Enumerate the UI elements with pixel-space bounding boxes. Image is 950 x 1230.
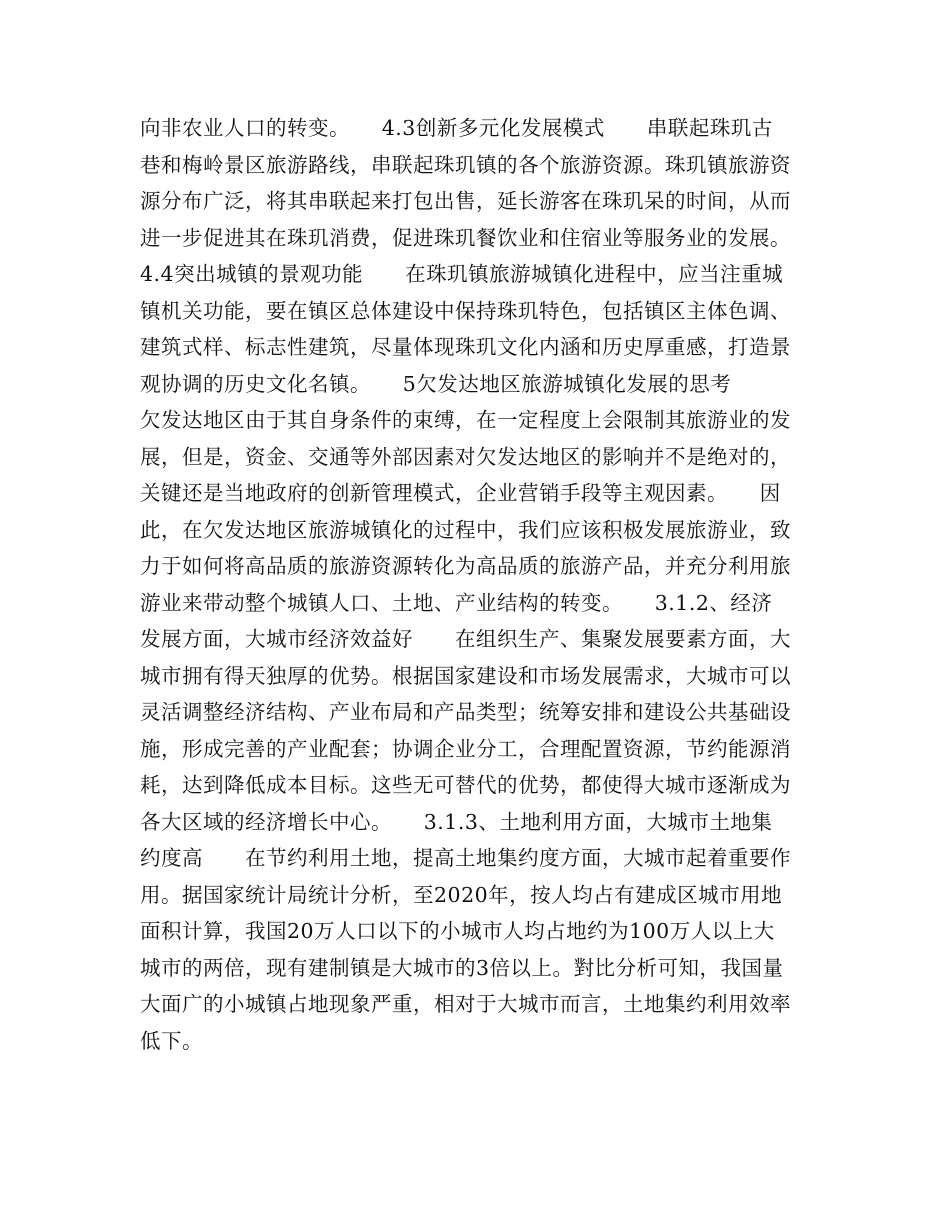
text-line: 各大区域的经济增长中心。 3.1.3、土地利用方面，大城市土地集	[140, 809, 773, 834]
text-line: 展，但是，资金、交通等外部因素对欠发达地区的影响并不是绝对的，	[140, 444, 791, 469]
text-line: 此，在欠发达地区旅游城镇化的过程中，我们应该积极发展旅游业，致	[140, 517, 791, 542]
text-line: 游业来带动整个城镇人口、土地、产业结构的转变。 3.1.2、经济	[140, 590, 773, 615]
text-line: 城市拥有得天独厚的优势。根据国家建设和市场发展需求，大城市可以	[140, 663, 791, 688]
text-line: 力于如何将高品质的旅游资源转化为高品质的旅游产品，并充分利用旅	[140, 554, 791, 578]
text-line: 约度高 在节约利用土地，提高土地集约度方面，大城市起着重要作	[140, 846, 791, 870]
body-text	[140, 110, 820, 1059]
text-line: 观协调的历史文化名镇。 5欠发达地区旅游城镇化发展的思考	[140, 371, 732, 396]
text-line: 进一步促进其在珠玑消费，促进珠玑餐饮业和住宿业等服务业的发展。	[140, 225, 791, 250]
text-line: 建筑式样、标志性建筑，尽量体现珠玑文化内涵和历史厚重感，打造景	[140, 335, 791, 359]
text-line: 施，形成完善的产业配套；协调企业分工，合理配置资源，节约能源消	[140, 736, 791, 761]
text-line: 大面广的小城镇占地现象严重，相对于大城市而言，土地集约利用效率	[140, 992, 791, 1016]
text-line: 耗，达到降低成本目标。这些无可替代的优势，都使得大城市逐渐成为	[140, 773, 791, 797]
text-line: 面积计算，我国20万人口以下的小城市人均占地约为100万人以上大	[140, 919, 775, 943]
text-line: 4.4突出城镇的景观功能 在珠玑镇旅游城镇化进程中，应当注重城	[140, 262, 784, 286]
text-line: 城市的两倍，现有建制镇是大城市的3倍以上。對比分析可知，我国量	[140, 955, 784, 980]
text-line: 低下。	[140, 1028, 203, 1053]
text-line: 源分布广泛，将其串联起来打包出售，延长游客在珠玑呆的时间，从而	[140, 189, 791, 213]
text-line: 关键还是当地政府的创新管理模式，企业营销手段等主观因素。 因	[140, 481, 781, 505]
text-line: 发展方面，大城市经济效益好 在组织生产、集聚发展要素方面，大	[140, 627, 791, 651]
text-line: 欠发达地区由于其自身条件的束缚，在一定程度上会限制其旅游业的发	[140, 408, 791, 432]
text-line: 镇机关功能，要在镇区总体建设中保持珠玑特色，包括镇区主体色调、	[140, 298, 791, 323]
text-line: 用。据国家统计局统计分析，至2020年，按人均占有建成区城市用地	[140, 882, 783, 907]
text-line: 向非农业人口的转变。 4.3创新多元化发展模式 串联起珠玑古	[140, 116, 773, 140]
text-line: 巷和梅岭景区旅游路线，串联起珠玑镇的各个旅游资源。珠玑镇旅游资	[140, 152, 791, 177]
text-line: 灵活调整经济结构、产业布局和产品类型；统筹安排和建设公共基础设	[140, 700, 791, 724]
